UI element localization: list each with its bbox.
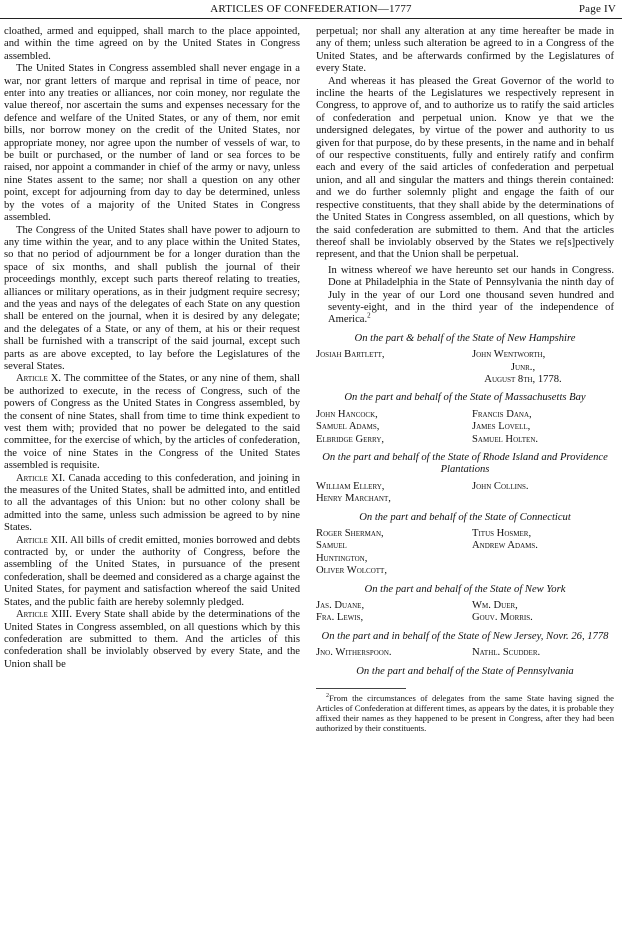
state-heading: On the part and behalf of the State of Massachusetts Bay	[344, 392, 586, 404]
signer-name: August 8th, 1778.	[484, 373, 562, 385]
signature-row	[316, 362, 614, 374]
article-text: All bills of credit emitted, monies borrowed and debts contracted by, or under the authority of Congress, before the assembling of the United States, in pursuance of the present confederation, shall be deemed and considered as a charge against the United States, for payment and satisfaction whereof the said United States, and the public faith are hereby solemnly pledged.	[4, 534, 301, 608]
signer-name: Nathl. Scudder.	[472, 647, 541, 659]
article-label: Article XI.	[16, 472, 66, 484]
signer-name: Roger Sherman,	[316, 528, 384, 540]
signer-name: Titus Hosmer,	[472, 528, 532, 540]
signature-row	[316, 612, 614, 624]
article-text: Every State shall abide by the determinations of the United States in Congress assembled, on all questions which by this confederation are submitted to them. And the articles of this confederation shall be inviolably observed by every State, and the Union shall be	[4, 609, 300, 670]
state-heading: On the part and in behalf of the State of New Jersey, Novr. 26, 1778	[321, 630, 609, 642]
signature-row	[316, 553, 614, 565]
page-number: Page IV	[578, 3, 616, 15]
page-header	[0, 0, 622, 19]
witness-paragraph	[316, 265, 614, 327]
paragraph: cloathed, armed and equipped, shall march to the place appointed, and within the time agreed on by the United States in Congress assembled.	[4, 26, 300, 62]
signer-name: James Lovell,	[472, 421, 531, 433]
signer-name: William Ellery,	[316, 480, 385, 492]
article-text: Canada acceding to this confederation, and joining in the measures of the United States, shall be admitted into, and entitled to all the advantages of this Union: but no other colony shall be admitted into the same, unless such admission be agreed to by nine States.	[4, 472, 301, 534]
signer-name	[472, 553, 614, 565]
signer-name: Oliver Wolcott,	[316, 565, 387, 577]
left-column	[4, 26, 300, 671]
right-column	[316, 26, 614, 733]
signer-name: Jno. Witherspoon.	[316, 647, 392, 659]
signer-name: Andrew Adams.	[472, 540, 538, 552]
signer-name: Samuel Adams,	[316, 421, 380, 433]
state-heading: On the part & behalf of the State of New Hampshire	[354, 332, 576, 344]
page-title: ARTICLES OF CONFEDERATION—1777	[210, 3, 412, 15]
paragraph: The United States in Congress assembled shall never engage in a war, nor grant letters of marque and reprisal in time of peace, nor enter into any treaties or alliances, nor coin money, nor regulate the value thereof, nor ascertain the sums and expenses necessary for the defence and welfare of the United States, or any of them, nor emit bills, nor borrow money on the credit of the United States, nor appropriate money, nor agree upon the number of vessels of war, to be built or purchased, or the number of land or sea forces to be raised, nor appoint a commander in chief of the army or navy, unless nine States assent to the same; nor shall a question on any other point, except for adjourning from day to day be determined, unless by the votes of a majority of the United States in Congress assembled.	[4, 63, 300, 224]
witness-text: In witness whereof we have hereunto set our hands in Congress. Done at Philadelphia in the State of Pennsylvania the ninth day of July in the year of our Lord one thousand seven hundred and seventy-eight, and in the third year of the independence of America.	[328, 264, 614, 326]
signer-name: John Hancock,	[316, 408, 378, 420]
signature-row	[316, 528, 614, 540]
signer-name	[472, 493, 614, 505]
article-label: Article X.	[16, 373, 62, 385]
signer-name: Samuel Holten.	[472, 433, 539, 445]
signer-name: Gouv. Morris.	[472, 612, 533, 624]
signer-name: Henry Marchant,	[316, 493, 391, 505]
state-heading: On the part and behalf of the State of Connecticut	[359, 511, 571, 523]
state-heading: On the part and behalf of the State of Rhode Island and Providence Plantations	[322, 452, 608, 476]
signer-name: Josiah Bartlett,	[316, 349, 385, 361]
signer-name	[472, 565, 614, 577]
article-label: Article XII.	[16, 534, 68, 546]
state-heading: On the part and behalf of the State of New York	[364, 583, 566, 595]
signer-name: Wm. Duer,	[472, 600, 518, 612]
signer-name	[316, 374, 472, 386]
article-text: The committee of the States, or any nine of them, shall be authorized to execute, in the recess of Congress, such of the powers of Congress as the United States in Congress assembled, by the consent of nine States, shall from time to time think expedient to vest them with; provided that no power be delegated to the said committee, for the exercise of which, by the articles of confederation, the voice of nine States in the Congress of the United States assembled is requisite.	[4, 373, 300, 472]
signature-row	[316, 421, 614, 433]
signature-row	[316, 409, 614, 421]
article-xi	[4, 473, 300, 535]
paragraph: And whereas it has pleased the Great Governor of the world to incline the hearts of the Legislatures we respectively represent in Congress, to approve of, and to authorize us to ratify the said articles of confederation and perpetual union. Know ye that we the undersigned delegates, by virtue of the power and authority to us given for that purpose, do by these presents, in the name and in behalf of our respective constituents, fully and entirely ratify and confirm each and every of the said articles of confederation and perpetual union, and all and singular the matters and things therein contained: and we do further solemnly plight and engage the faith of our respective constituents, that they shall abide by the determinations of the United States in Congress assembled, on all questions, which by the said confederation are submitted to them. And that the articles thereof shall be inviolably observed by the States we re[s]pectively represent, and that the Union shall be perpetual.	[316, 75, 614, 261]
article-label: Article XIII.	[16, 609, 72, 621]
signature-row	[316, 647, 614, 659]
signature-row	[316, 600, 614, 612]
state-heading: On the part and behalf of the State of Pennsylvania	[356, 665, 574, 677]
signer-name: Huntington,	[316, 552, 368, 564]
footnote-mark: 2	[326, 693, 329, 700]
signature-row	[316, 434, 614, 446]
signer-name: Jas. Duane,	[316, 600, 365, 612]
article-x	[4, 373, 300, 472]
footnote-text: From the circumstances of delegates from the same State having signed the Articles of Confederation at different times, as appears by the dates, it is probable they affixed their names as they happened to be present in Congress, after they had been authorized by their constituents.	[316, 693, 614, 734]
signature-row	[316, 493, 614, 505]
signature-row	[316, 374, 614, 386]
signature-row	[316, 481, 614, 493]
signer-name	[316, 362, 472, 374]
signer-name: Junr.,	[510, 361, 536, 373]
signature-row	[316, 540, 614, 552]
article-xiii	[4, 609, 300, 671]
footnote-divider	[316, 688, 406, 689]
article-xii	[4, 535, 300, 609]
signature-row	[316, 349, 614, 361]
signer-name: Elbridge Gerry,	[316, 433, 385, 445]
paragraph: perpetual; nor shall any alteration at any time hereafter be made in any of them; unless such alteration be agreed to in a Congress of the United States, and be afterwards confirmed by the Legislatures of every State.	[316, 26, 614, 75]
signer-name: John Collins.	[472, 480, 529, 492]
footnote	[316, 693, 614, 733]
signatures	[316, 333, 614, 678]
signer-name: Fra. Lewis,	[316, 612, 364, 624]
signer-name: John Wentworth,	[472, 349, 546, 361]
signature-row	[316, 565, 614, 577]
signer-name: Samuel	[316, 540, 347, 552]
signer-name: Francis Dana,	[472, 408, 532, 420]
footnote-ref: 2	[367, 311, 371, 320]
paragraph: The Congress of the United States shall have power to adjourn to any time within the year, and to any place within the United States, so that no period of adjournment be for a longer duration than the space of six months, and shall publish the journal of their proceedings monthly, except such parts thereof relating to treaties, alliances or military operations, as in their judgment require secresy; and the yeas and nays of the delegates of each State on any question shall be entered on the journal, when it is desired by any delegate; and the delegates of a State, or any of them, at his or their request shall be furnished with a transcript of the said journal, except such parts as are above excepted, to lay before the Legislatures of the several States.	[4, 224, 300, 372]
